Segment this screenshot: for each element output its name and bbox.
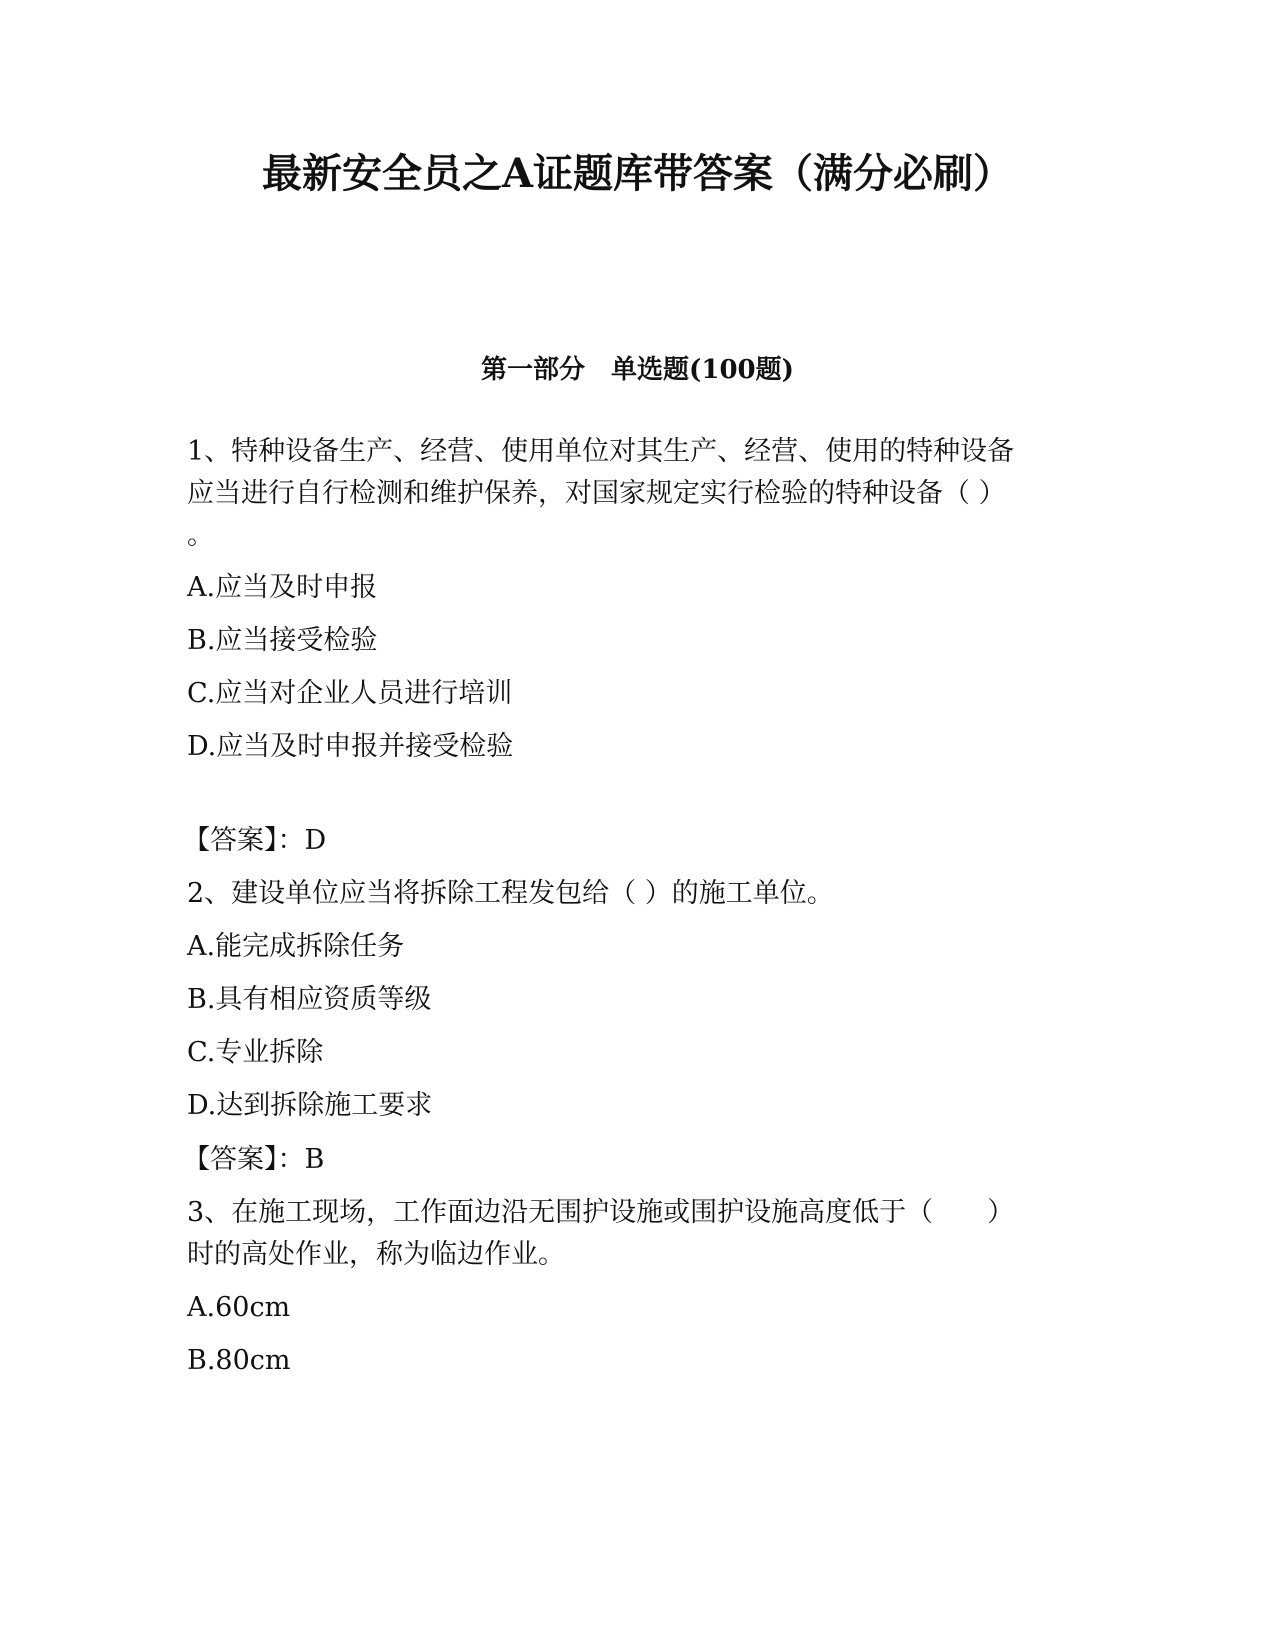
question-3-stem-line-2: 时的高处作业，称为临边作业。 xyxy=(187,1239,565,1270)
question-1-answer: 【答案】：D xyxy=(183,825,327,856)
question-1-option-c: C.应当对企业人员进行培训 xyxy=(187,678,513,709)
question-2-option-c: C.专业拆除 xyxy=(187,1037,324,1068)
question-1-stem-line-3: 。 xyxy=(187,520,214,551)
question-1-option-d: D.应当及时申报并接受检验 xyxy=(187,731,514,762)
question-1-stem-line-1: 1、特种设备生产、经营、使用单位对其生产、经营、使用的特种设备 xyxy=(187,436,1015,467)
question-1-option-b: B.应当接受检验 xyxy=(187,625,378,656)
page-title: 最新安全员之A证题库带答案（满分必刷） xyxy=(261,150,1014,197)
question-3-option-b: B.80cm xyxy=(187,1345,291,1376)
section-heading: 第一部分 单选题(100题) xyxy=(481,355,794,385)
question-2-answer: 【答案】：B xyxy=(183,1144,325,1175)
question-3-stem-line-1: 3、在施工现场，工作面边沿无围护设施或围护设施高度低于（ ） xyxy=(187,1197,1015,1228)
question-2-option-a: A.能完成拆除任务 xyxy=(187,931,405,962)
question-2-stem-line-1: 2、建设单位应当将拆除工程发包给（ ）的施工单位。 xyxy=(187,878,834,909)
question-2-option-d: D.达到拆除施工要求 xyxy=(187,1090,433,1121)
question-3-option-a: A.60cm xyxy=(187,1292,291,1323)
question-2-option-b: B.具有相应资质等级 xyxy=(187,984,432,1015)
question-1-stem-line-2: 应当进行自行检测和维护保养，对国家规定实行检验的特种设备（ ） xyxy=(187,478,1006,509)
question-1-option-a: A.应当及时申报 xyxy=(187,572,378,603)
